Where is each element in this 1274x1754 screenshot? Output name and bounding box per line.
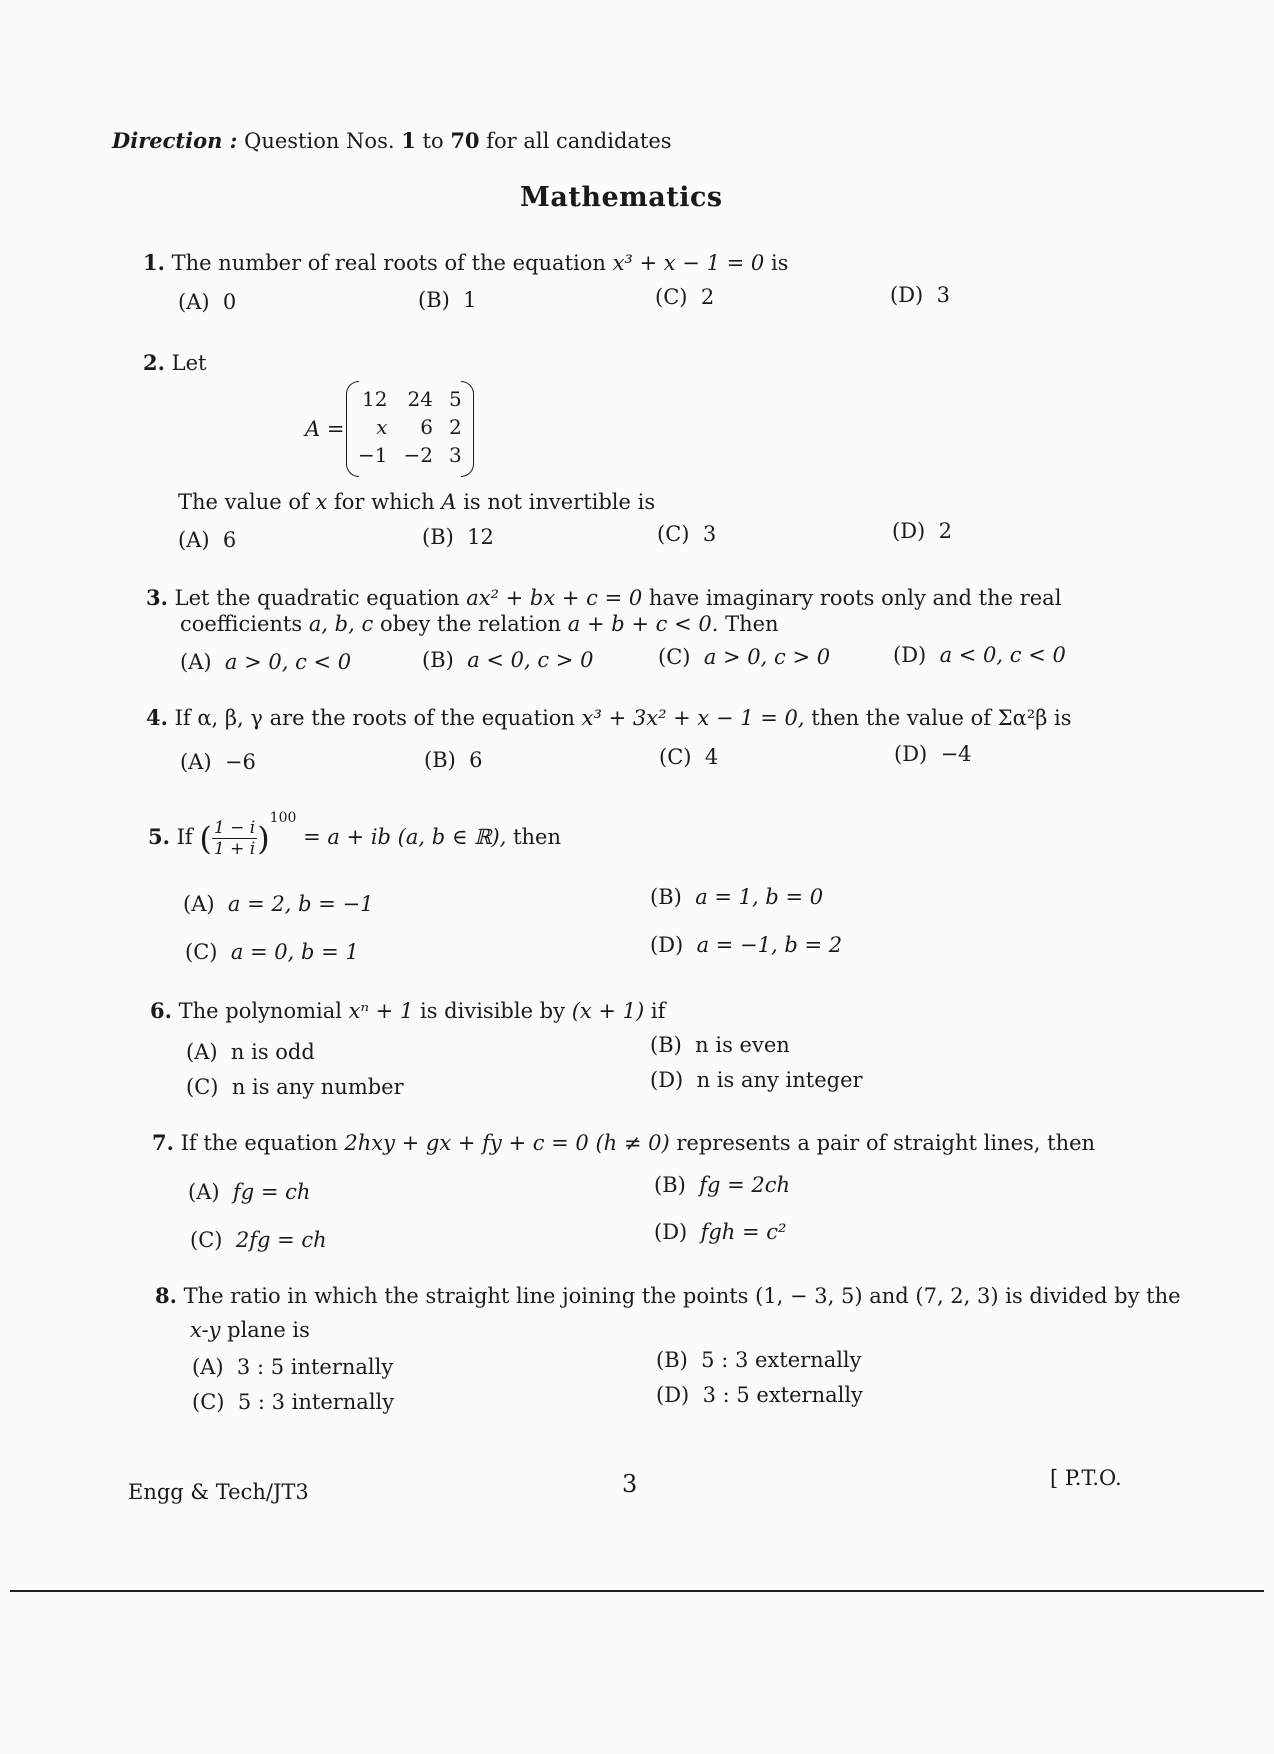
q5-option-b[interactable]: (B) a = 1, b = 0	[650, 885, 824, 909]
question-7: 7. If the equation 2hxy + gx + fy + c = 0 (h ≠ 0) represents a pair of straight lines, then	[152, 1130, 1096, 1155]
question-2-stem: The value of x for which A is not invertible is	[178, 490, 656, 514]
q5-option-a[interactable]: (A) a = 2, b = −1	[183, 892, 374, 916]
subject-title: Mathematics	[520, 182, 723, 213]
q3-option-b[interactable]: (B) a < 0, c > 0	[422, 648, 594, 672]
q1-option-c[interactable]: (C) 2	[655, 285, 715, 309]
question-8: 8. The ratio in which the straight line joining the points (1, − 3, 5) and (7, 2, 3) is divided by the	[155, 1283, 1181, 1308]
q1-option-a[interactable]: (A) 0	[178, 290, 237, 314]
matrix-lhs: A =	[305, 417, 345, 441]
question-4: 4. If α, β, γ are the roots of the equation x³ + 3x² + x − 1 = 0, then the value of Σα²β is	[146, 705, 1072, 730]
q7-option-d[interactable]: (D) fgh = c²	[654, 1220, 787, 1244]
q8-option-a[interactable]: (A) 3 : 5 internally	[192, 1355, 394, 1379]
q1-option-b[interactable]: (B) 1	[418, 288, 477, 312]
question-2: 2. Let	[143, 350, 207, 375]
q6-option-d[interactable]: (D) n is any integer	[650, 1068, 863, 1092]
question-3: 3. Let the quadratic equation ax² + bx + c = 0 have imaginary roots only and the real	[146, 585, 1062, 610]
page-number: 3	[622, 1470, 638, 1498]
bottom-rule	[10, 1590, 1264, 1592]
q7-option-c[interactable]: (C) 2fg = ch	[190, 1228, 327, 1252]
q2-option-b[interactable]: (B) 12	[422, 525, 494, 549]
q3-option-a[interactable]: (A) a > 0, c < 0	[180, 650, 352, 674]
q4-option-a[interactable]: (A) −6	[180, 750, 256, 774]
footer-code: Engg & Tech/JT3	[128, 1480, 309, 1504]
q6-option-a[interactable]: (A) n is odd	[186, 1040, 315, 1064]
q5-option-d[interactable]: (D) a = −1, b = 2	[650, 933, 843, 957]
q7-option-b[interactable]: (B) fg = 2ch	[654, 1173, 790, 1197]
fraction: $\frac{1 - i}{1 + i}$	[213, 818, 256, 859]
q3-option-c[interactable]: (C) a > 0, c > 0	[658, 645, 831, 669]
question-6: 6. The polynomial xⁿ + 1 is divisible by (x + 1) if	[150, 998, 666, 1023]
direction-label: Direction :	[112, 128, 238, 153]
q3-option-d[interactable]: (D) a < 0, c < 0	[893, 643, 1066, 667]
question-5: 5. If ( $\frac{1 - i}{1 + i}$ )$^{100}$ = a + ib (a, b ∈ ℝ), then	[148, 810, 561, 859]
matrix-a: 12 24 5 x 6 2 −1 −2 3	[350, 385, 470, 469]
question-8-line2: x-y plane is	[190, 1318, 310, 1342]
q8-option-d[interactable]: (D) 3 : 5 externally	[656, 1383, 863, 1407]
q6-option-c[interactable]: (C) n is any number	[186, 1075, 404, 1099]
q2-option-a[interactable]: (A) 6	[178, 528, 237, 552]
q2-option-d[interactable]: (D) 2	[892, 519, 952, 543]
q1-option-d[interactable]: (D) 3	[890, 283, 950, 307]
question-1: 1. The number of real roots of the equation x³ + x − 1 = 0 is	[143, 250, 789, 275]
q4-option-d[interactable]: (D) −4	[894, 742, 972, 766]
q4-option-b[interactable]: (B) 6	[424, 748, 483, 772]
direction-line: Direction : Question Nos. 1 to 70 for all candidates	[112, 128, 672, 153]
pto: [ P.T.O.	[1050, 1466, 1122, 1490]
question-3-line2: coefficients a, b, c obey the relation a + b + c < 0. Then	[180, 612, 779, 636]
q8-option-b[interactable]: (B) 5 : 3 externally	[656, 1348, 862, 1372]
q4-option-c[interactable]: (C) 4	[659, 745, 719, 769]
q6-option-b[interactable]: (B) n is even	[650, 1033, 790, 1057]
q7-option-a[interactable]: (A) fg = ch	[188, 1180, 311, 1204]
q5-option-c[interactable]: (C) a = 0, b = 1	[185, 940, 359, 964]
q8-option-c[interactable]: (C) 5 : 3 internally	[192, 1390, 395, 1414]
q2-option-c[interactable]: (C) 3	[657, 522, 717, 546]
